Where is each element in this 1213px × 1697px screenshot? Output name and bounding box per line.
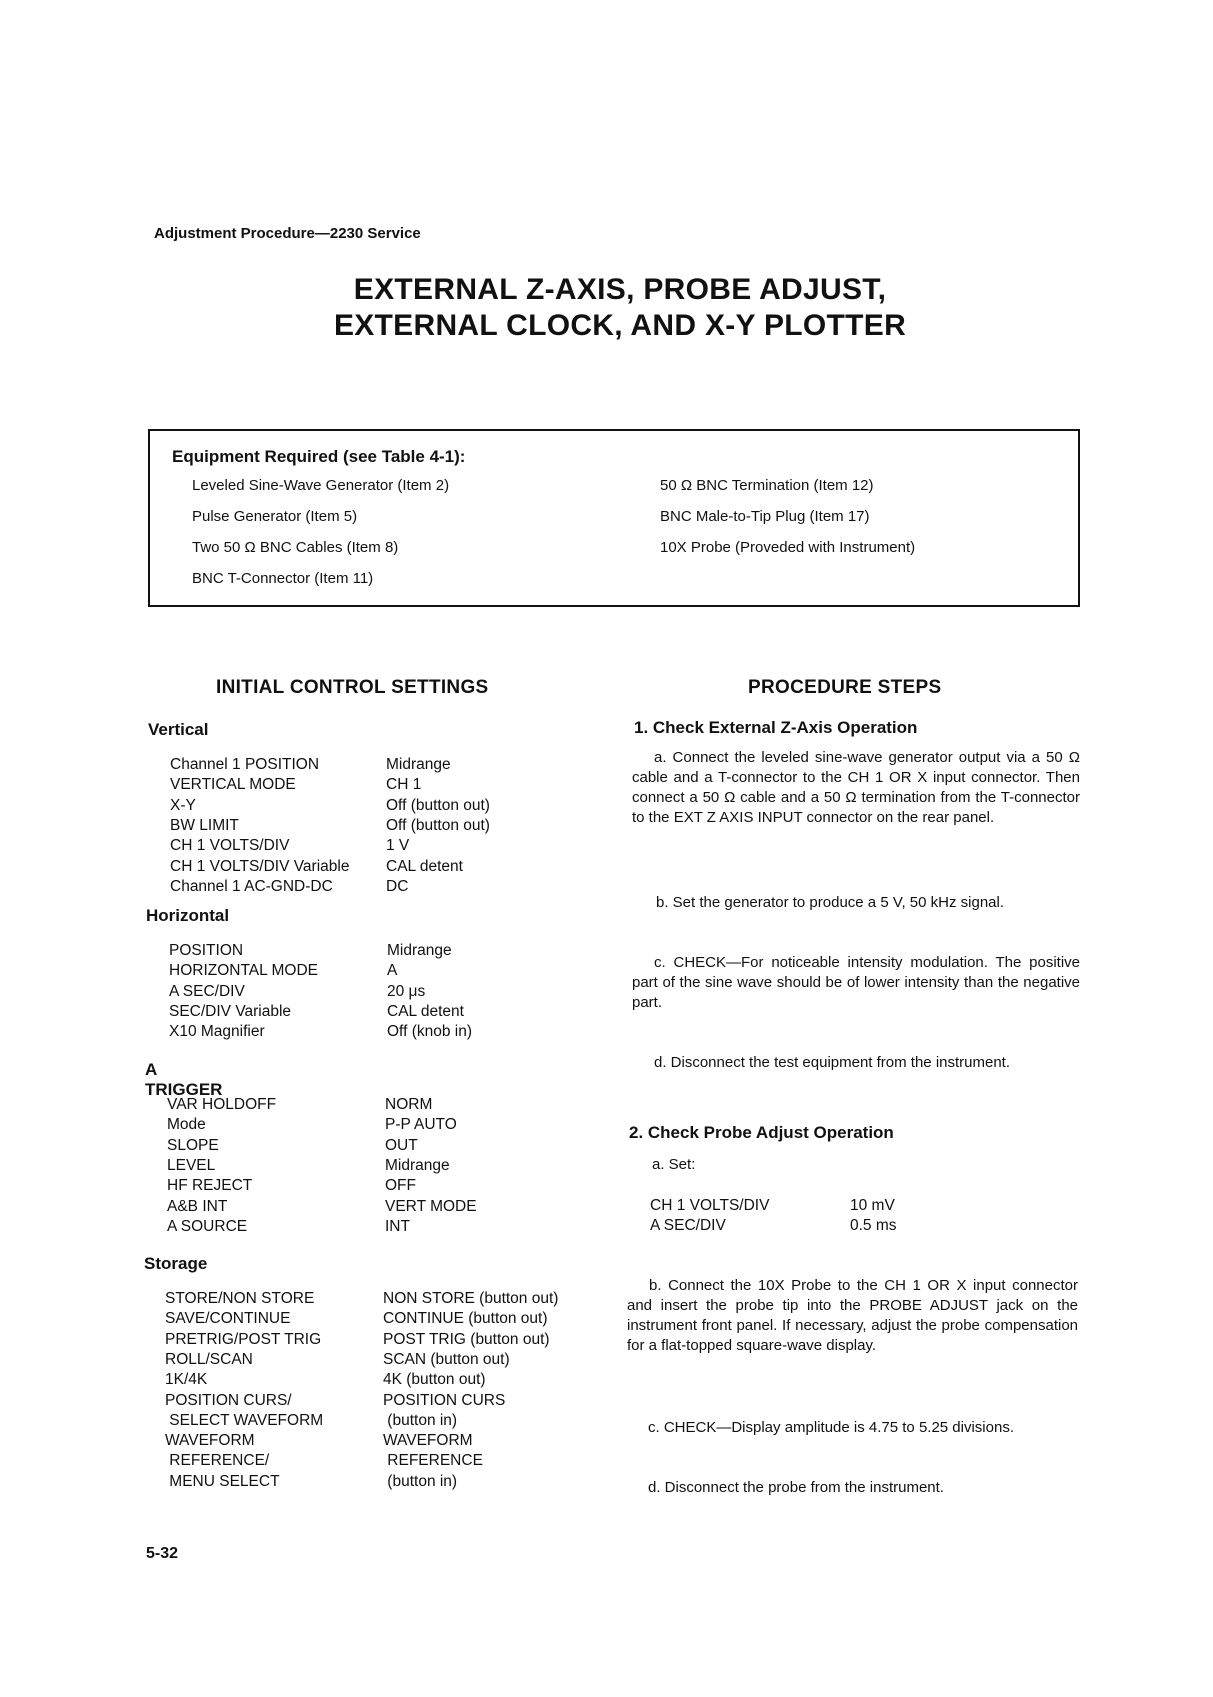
initial-control-settings-heading: INITIAL CONTROL SETTINGS <box>216 677 489 698</box>
step-2d-text: d. Disconnect the probe from the instrument. <box>648 1479 944 1496</box>
equipment-item: BNC Male-to-Tip Plug (Item 17) <box>660 508 870 525</box>
setting-label: A SEC/DIV <box>169 982 245 1000</box>
setting-value: INT <box>385 1217 410 1235</box>
procedure-steps-heading: PROCEDURE STEPS <box>748 677 942 698</box>
setting-label: PRETRIG/POST TRIG <box>165 1330 322 1348</box>
setting-value: 1 V <box>386 837 410 855</box>
setting-label: VERTICAL MODE <box>170 776 296 794</box>
setting-label: LEVEL <box>167 1156 216 1174</box>
setting-label: A&B INT <box>167 1197 228 1215</box>
group-title-horizontal: Horizontal <box>146 906 230 925</box>
setting-label: VAR HOLDOFF <box>167 1096 277 1113</box>
setting-value: CONTINUE (button out) <box>383 1310 548 1328</box>
setting-value: Midrange <box>386 756 451 773</box>
setting-label: HF REJECT <box>167 1177 253 1195</box>
group-title-vertical: Vertical <box>148 720 209 739</box>
setting-value: CAL detent <box>387 1002 464 1020</box>
setting-label: Mode <box>167 1116 206 1134</box>
step-1b-text: b. Set the generator to produce a 5 V, 50 kHz signal. <box>656 894 1005 911</box>
setting-label: X-Y <box>170 796 196 814</box>
setting-label: A SOURCE <box>167 1217 248 1235</box>
setting-value: CH 1 <box>386 776 422 794</box>
equipment-item: Two 50 Ω BNC Cables (Item 8) <box>192 539 399 556</box>
setting-label: WAVEFORM <box>165 1432 255 1450</box>
setting-label: CH 1 VOLTS/DIV <box>170 837 290 855</box>
setting-value: 20 μs <box>387 982 426 1000</box>
step-2b-text: b. Connect the 10X Probe to the CH 1 OR X input connector and insert the probe tip into the PROBE ADJUST jack on the instrument front panel. If necessary, adjust the probe compensation for a flat-topped square-wave display. <box>627 1277 1078 1354</box>
equipment-item: BNC T-Connector (Item 11) <box>192 570 374 587</box>
setting-label: SELECT WAVEFORM <box>165 1411 324 1429</box>
setting-value: OFF <box>385 1177 416 1195</box>
setting-value: REFERENCE <box>383 1452 483 1470</box>
setting-label: HORIZONTAL MODE <box>169 962 318 980</box>
setting-label: REFERENCE/ <box>165 1452 270 1470</box>
group-title-storage: Storage <box>144 1254 208 1273</box>
equipment-list-left <box>192 477 449 601</box>
step-1c-text: c. CHECK—For noticeable intensity modulation. The positive part of the sine wave should be of lower intensity than the negative part. <box>632 954 1080 1011</box>
setting-value: 4K (button out) <box>383 1371 486 1389</box>
page-title <box>200 272 1040 344</box>
setting-label: Channel 1 POSITION <box>170 756 320 773</box>
setting-label: POSITION CURS/ <box>165 1391 292 1409</box>
equipment-list-right <box>660 477 915 570</box>
step-2c-text: c. CHECK—Display amplitude is 4.75 to 5.25 divisions. <box>648 1419 1014 1436</box>
setting-label: SEC/DIV Variable <box>169 1002 292 1020</box>
equipment-required-box <box>148 429 1080 607</box>
setting-value: CAL detent <box>386 857 463 875</box>
setting-label: SLOPE <box>167 1136 219 1154</box>
equipment-item: 10X Probe (Proveded with Instrument) <box>660 539 916 556</box>
setting-label: CH 1 VOLTS/DIV Variable <box>170 857 350 875</box>
equipment-item: Pulse Generator (Item 5) <box>192 508 358 525</box>
setting-label: X10 Magnifier <box>169 1023 265 1041</box>
equipment-heading: Equipment Required (see Table 4-1): <box>172 447 466 466</box>
setting-value: DC <box>386 877 409 895</box>
setting-value: (button in) <box>383 1472 458 1490</box>
setting-value: NON STORE (button out) <box>383 1290 559 1307</box>
setting-label: BW LIMIT <box>170 816 239 834</box>
setting-value: (button in) <box>383 1411 458 1429</box>
setting-label: A SEC/DIV <box>650 1217 726 1234</box>
setting-label: SAVE/CONTINUE <box>165 1310 291 1328</box>
group-title-a-trigger: A TRIGGER <box>145 1060 223 1099</box>
equipment-item: Leveled Sine-Wave Generator (Item 2) <box>192 477 450 494</box>
setting-value: 10 mV <box>850 1197 895 1214</box>
setting-label: POSITION <box>169 942 244 959</box>
step-1d-text: d. Disconnect the test equipment from the instrument. <box>654 1054 1011 1071</box>
setting-value: WAVEFORM <box>383 1432 473 1450</box>
setting-value: POST TRIG (button out) <box>383 1330 550 1348</box>
running-header: Adjustment Procedure—2230 Service <box>154 225 421 242</box>
setting-value: Midrange <box>387 942 452 959</box>
setting-label: CH 1 VOLTS/DIV <box>650 1197 770 1214</box>
setting-value: Midrange <box>385 1156 450 1174</box>
setting-label: 1K/4K <box>165 1371 208 1389</box>
setting-value: A <box>387 962 398 980</box>
setting-label: MENU SELECT <box>165 1472 280 1490</box>
step-1a-text: a. Connect the leveled sine-wave generator output via a 50 Ω cable and a T-connector to the CH 1 OR X input connector. Then connect a 50 Ω cable and a 50 Ω termination from the T-connector to the EXT Z AXIS INPUT connector on the rear panel. <box>632 749 1080 826</box>
step-2-title: 2. Check Probe Adjust Operation <box>629 1123 894 1142</box>
setting-value: SCAN (button out) <box>383 1350 510 1368</box>
setting-value: POSITION CURS <box>383 1391 506 1409</box>
setting-value: NORM <box>385 1096 433 1113</box>
equipment-item: 50 Ω BNC Termination (Item 12) <box>660 477 874 494</box>
setting-label: Channel 1 AC-GND-DC <box>170 877 333 895</box>
setting-value: VERT MODE <box>385 1197 477 1215</box>
setting-value: Off (button out) <box>386 816 490 834</box>
page-title-line-1: EXTERNAL Z-AXIS, PROBE ADJUST, <box>353 273 887 306</box>
setting-label: ROLL/SCAN <box>165 1350 253 1368</box>
setting-value: Off (button out) <box>386 796 490 814</box>
page-title-line-2: EXTERNAL CLOCK, AND X-Y PLOTTER <box>333 309 907 342</box>
setting-value: OUT <box>385 1136 418 1154</box>
setting-value: 0.5 ms <box>850 1217 897 1234</box>
step-1-title: 1. Check External Z-Axis Operation <box>634 718 918 737</box>
step-2a-text: a. Set: <box>652 1156 696 1173</box>
setting-label: STORE/NON STORE <box>165 1290 315 1307</box>
setting-value: P-P AUTO <box>385 1116 457 1134</box>
setting-value: Off (knob in) <box>387 1023 473 1041</box>
page-number: 5-32 <box>146 1545 179 1562</box>
